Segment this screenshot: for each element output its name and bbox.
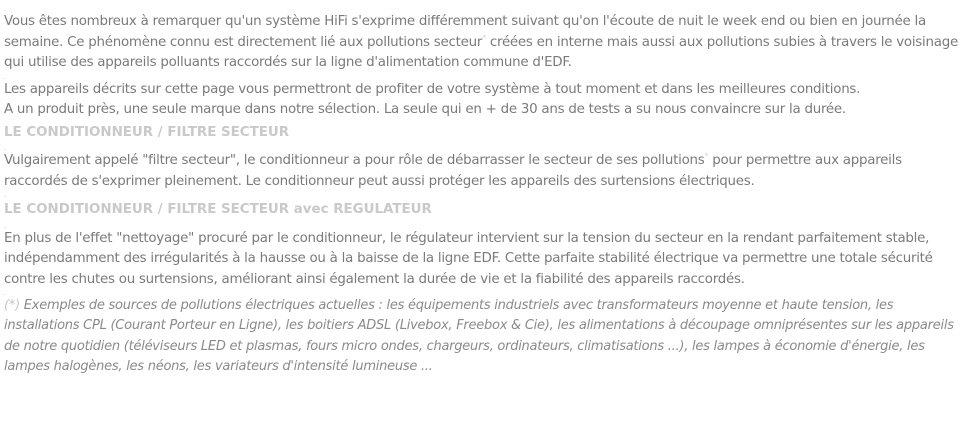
regulator-paragraph: En plus de l'effet "nettoyage" procuré par le conditionneur, le régulateur intervient sur la tension du secteur en la rendant parfaitement stable, indépendamment des irrégularités à la hausse ou à la baisse de la ligne EDF. Cette parfaite stabilité électrique va permettre une totale sécurité contre les chutes ou surtensions, améliorant ainsi également la durée de vie et la fiabilité des appareils raccordés. bbox=[4, 230, 933, 287]
conditioner-text-a: Vulgairement appelé "filtre secteur", le conditionneur a pour rôle de débarrasser le secteur de ses pollutions bbox=[4, 153, 705, 168]
conditioner-text-b: pour permettre aux appareils raccordés de s'exprimer pleinement. Le conditionneur peut aussi protéger les appareils des surtensions électriques. bbox=[4, 153, 902, 189]
footnote-text: Exemples de sources de pollutions électriques actuelles : les équipements industriels avec transformateurs moyenne et haute tension, les installations CPL (Courant Porteur en Ligne), les boitiers ADSL (Livebox, Freebox & Cie), les alimentations à découpage omniprésentes sur les appareils de notre quotidien (téléviseurs LED et plasmas, fours micro ondes, chargeurs, ordinateurs, climatisations ...), les lampes à économie d'énergie, les lampes halogènes, les néons, les variateurs d'intensité lumineuse ... bbox=[4, 298, 954, 374]
description-line-1: Les appareils décrits sur cette page vous permettront de profiter de votre système à tout moment et dans les meilleures conditions. bbox=[4, 81, 861, 97]
spacer-dot: . bbox=[4, 73, 6, 81]
spacer-dot: . bbox=[4, 145, 6, 152]
conditioner-paragraph bbox=[4, 151, 966, 192]
spacer-dot: . bbox=[4, 192, 6, 199]
spacer-dot: . bbox=[4, 222, 6, 230]
description-paragraph bbox=[4, 80, 966, 121]
footnote-marker: * bbox=[704, 151, 709, 161]
section-heading-conditioner: LE CONDITIONNEUR / FILTRE SECTEUR bbox=[4, 124, 290, 140]
intro-text-b: créées en interne mais aussi aux pollutions subies à travers le voisinage qui utilise des appareils polluants raccordés sur la ligne d'alimentation commune d'EDF. bbox=[4, 34, 958, 70]
spacer-dot: . bbox=[4, 290, 6, 297]
intro-paragraph bbox=[4, 12, 966, 74]
description-line-2: A un produit près, une seule marque dans notre sélection. La seule qui en + de 30 ans de tests a su nous convaincre sur la durée. bbox=[4, 102, 846, 117]
section-heading-regulator: LE CONDITIONNEUR / FILTRE SECTEUR avec REGULATEUR bbox=[4, 202, 432, 217]
footnote-paragraph bbox=[4, 296, 966, 377]
footnote-marker: (*) bbox=[4, 298, 20, 313]
intro-text-a: Vous êtes nombreux à remarquer qu'un système HiFi s'exprime différemment suivant qu'on l'écoute de nuit le week end ou bien en journée la semaine. Ce phénomène connu est directement lié aux pollutions secteur bbox=[4, 14, 926, 50]
spacer-dot: . bbox=[4, 6, 6, 13]
footnote-marker: * bbox=[482, 33, 486, 43]
